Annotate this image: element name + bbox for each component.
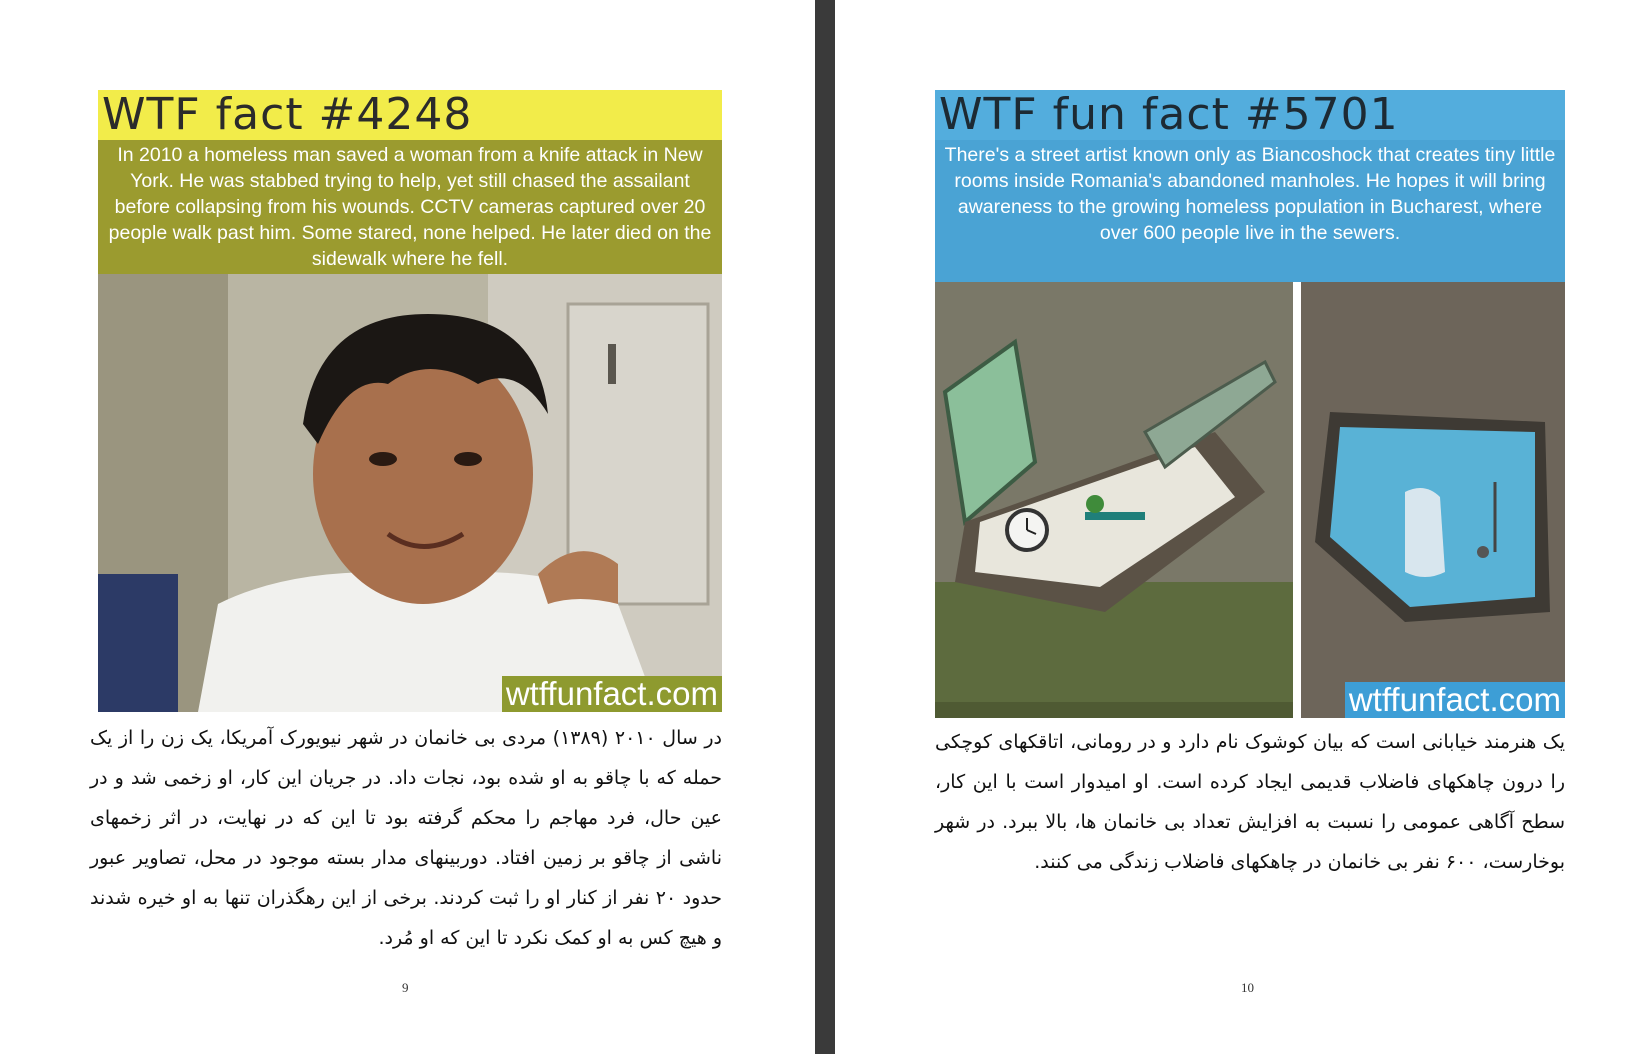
fact-card-caption: In 2010 a homeless man saved a woman from a knife attack in New York. He was stabbed trying to help, yet still chased the assailant before collapsing from his wounds. CCTV cameras captured over 20 people walk past him. Some stared, none helped. He later died on the sidewalk where he fell. [98,140,722,274]
portrait-illustration [98,274,722,712]
fact-card-left [98,90,722,712]
manhole-illustration [935,282,1565,718]
portrait-photo [98,274,722,712]
fact-card-right [935,90,1565,718]
persian-body-text: یک هنرمند خیابانی است که بیان کوشوک نام دارد و در رومانی، اتاقکهای کوچکی را درون چاهکهای فاضلاب قدیمی ایجاد کرده است. او امیدوار است با این کار، سطح آگاهی عمومی را نسبت به افزایش تعداد بی خانمان ها، بالا ببرد. در شهر بوخارست، ۶۰۰ نفر بی خانمان در چاهکهای فاضلاب زندگی می کنند. [935,731,1565,873]
page-spine [815,0,835,1054]
fact-card-title: WTF fact #4248 [98,90,722,140]
manhole-rooms-photo [935,282,1565,718]
fact-card-watermark: wtffunfact.com [1345,682,1565,718]
persian-body-text: در سال ۲۰۱۰ (۱۳۸۹) مردی بی خانمان در شهر نیویورک آمریکا، یک زن را از یک حمله که با چاقو به او شده بود، نجات داد. در جریان این کار، او زخمی شد و در عین حال، فرد مهاجم را محکم گرفته بود تا این که در نهایت، در اثر زخمهای ناشی از چاقو بر زمین افتاد. دوربینهای مدار بسته موجود در محل، تصاویر عبور حدود ۲۰ نفر از کنار او را ثبت کردند. برخی از این رهگذران تنها به او خیره شدند و هیچ کس به او کمک نکرد تا این که او مُرد. [90,727,722,949]
fact-card-caption: There's a street artist known only as Biancoshock that creates tiny little rooms inside Romania's abandoned manholes. He hopes it will bring awareness to the growing homeless population in Bucharest, where over 600 people live in the sewers. [935,140,1565,280]
page-number: 10 [1241,980,1254,995]
fact-card-watermark: wtffunfact.com [502,676,722,712]
page-number: 9 [402,980,409,995]
fact-card-title: WTF fun fact #5701 [935,90,1565,140]
